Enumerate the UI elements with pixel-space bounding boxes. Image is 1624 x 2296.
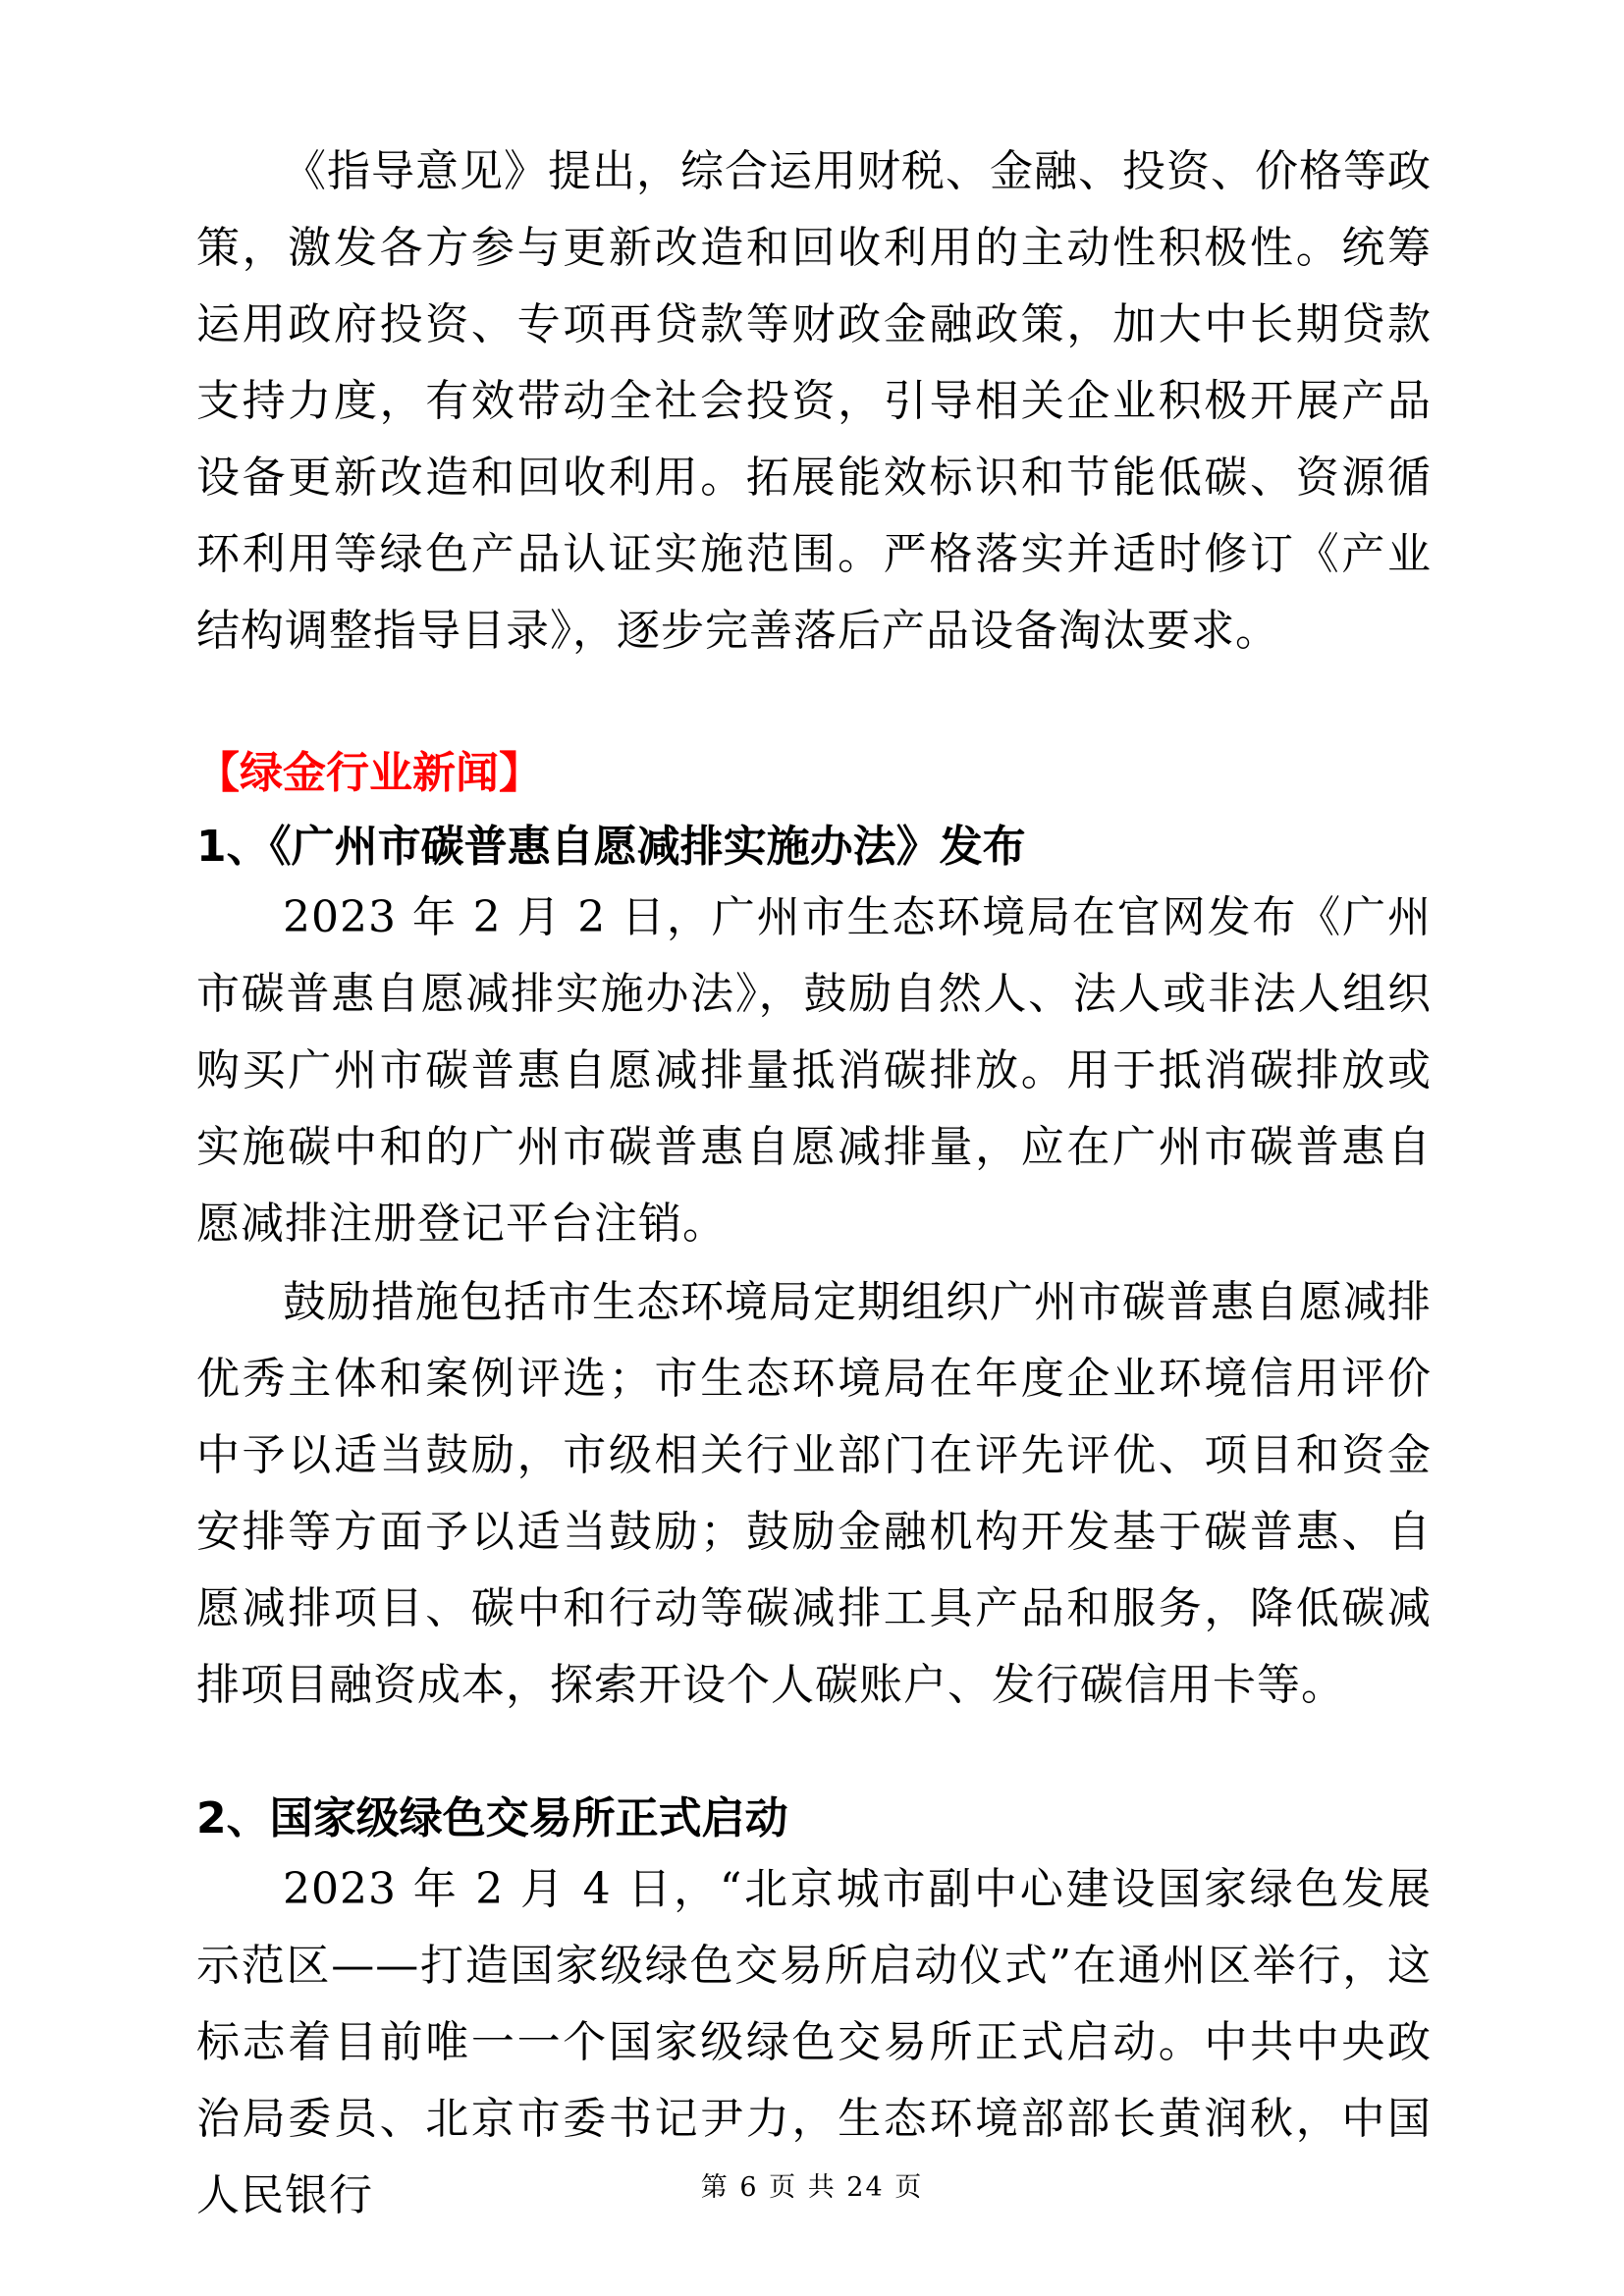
news-heading-2: 2、国家级绿色交易所正式启动 (196, 1793, 788, 1843)
news-2-paragraph-1: 2023 年 2 月 4 日，“北京城市副中心建设国家绿色发展示范区——打造国家级绿色交易所启动仪式”在通州区举行，这标志着目前唯一一个国家级绿色交易所正式启动。中共中央政治局委员、北京市委书记尹力，生态环境部部长黄润秋，中国人民银行 (196, 1864, 1432, 2220)
document-body (196, 133, 1432, 2234)
section-tag: 【绿金行业新闻】 (196, 748, 542, 798)
page-footer: 第 6 页 共 24 页 (700, 2172, 924, 2203)
intro-paragraph: 《指导意见》提出，综合运用财税、金融、投资、价格等政策，激发各方参与更新改造和回收利用的主动性积极性。统筹运用政府投资、专项再贷款等财政金融政策，加大中长期贷款支持力度，有效带动全社会投资，引导相关企业积极开展产品设备更新改造和回收利用。拓展能效标识和节能低碳、资源循环利用等绿色产品认证实施范围。严格落实并适时修订《产业结构调整指导目录》，逐步完善落后产品设备淘汰要求。 (196, 146, 1432, 656)
news-1-paragraph-2: 鼓励措施包括市生态环境局定期组织广州市碳普惠自愿减排优秀主体和案例评选；市生态环境局在年度企业环境信用评价中予以适当鼓励，市级相关行业部门在评先评优、项目和资金安排等方面予以适当鼓励；鼓励金融机构开发基于碳普惠、自愿减排项目、碳中和行动等碳减排工具产品和服务，降低碳减排项目融资成本，探索开设个人碳账户、发行碳信用卡等。 (196, 1277, 1432, 1710)
news-1-paragraph-1: 2023 年 2 月 2 日，广州市生态环境局在官网发布《广州市碳普惠自愿减排实施办法》，鼓励自然人、法人或非法人组织购买广州市碳普惠自愿减排量抵消碳排放。用于抵消碳排放或实施碳中和的广州市碳普惠自愿减排量，应在广州市碳普惠自愿减排注册登记平台注销。 (196, 892, 1432, 1249)
news-heading-1: 1、《广州市碳普惠自愿减排实施办法》发布 (196, 822, 1026, 872)
